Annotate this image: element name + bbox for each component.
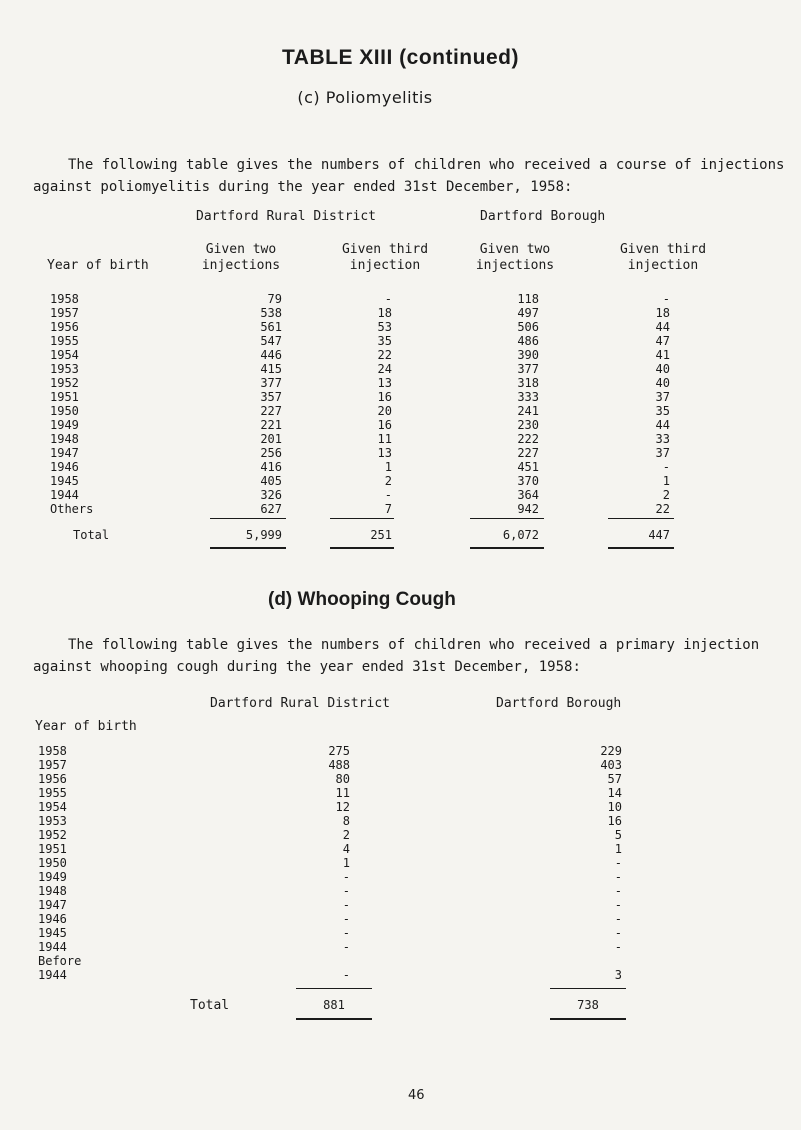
polio-rural-two-cell: 416	[260, 460, 282, 474]
whooping-year-cell: 1955	[38, 786, 67, 800]
whooping-year-cell: 1945	[38, 926, 67, 940]
whooping-rule-rural-top	[296, 988, 372, 989]
polio-rural-third-cell: 22	[377, 348, 392, 362]
polio-year-cell: 1954	[50, 348, 79, 362]
whooping-year-cell: 1951	[38, 842, 67, 856]
polio-borough-third-cell: -	[662, 292, 670, 306]
whooping-rural-cell: 8	[342, 814, 350, 828]
whooping-year-cell: 1950	[38, 856, 67, 870]
polio-rural-third-cell: -	[384, 292, 392, 306]
section-d-title: (d) Whooping Cough	[268, 589, 456, 610]
polio-rural-two-cell: 561	[260, 320, 282, 334]
whooping-year-cell: 1944	[38, 940, 67, 954]
whooping-year-cell: Before	[38, 954, 82, 968]
polio-year-cell: 1951	[50, 390, 79, 404]
polio-borough-third-column	[598, 292, 670, 516]
polio-borough-two-cell: 942	[517, 502, 539, 516]
whooping-borough-cell: -	[614, 856, 622, 870]
polio-rural-third-column	[320, 292, 392, 516]
whooping-borough-cell: 5	[614, 828, 622, 842]
whooping-borough-column	[552, 744, 622, 982]
polio-col-year: Year of birth	[47, 258, 149, 273]
section-c-title: (c) Poliomyelitis	[297, 88, 433, 107]
polio-rural-third-cell: 13	[377, 376, 392, 390]
polio-col-rural-two-1: Given two	[205, 242, 277, 257]
whooping-borough-cell: -	[614, 926, 622, 940]
whooping-borough-cell: -	[614, 870, 622, 884]
whooping-borough-cell: 57	[607, 772, 622, 786]
whooping-year-cell: 1952	[38, 828, 67, 842]
table-title: TABLE XIII (continued)	[282, 46, 519, 69]
polio-rural-two-cell: 221	[260, 418, 282, 432]
whooping-rural-cell: -	[342, 926, 350, 940]
polio-rural-two-cell: 538	[260, 306, 282, 320]
whooping-rural-cell: 488	[328, 758, 350, 772]
whooping-borough-cell: -	[614, 912, 622, 926]
whooping-year-cell: 1957	[38, 758, 67, 772]
polio-rural-two-cell: 326	[260, 488, 282, 502]
polio-rural-third-cell: 20	[377, 404, 392, 418]
polio-rural-two-cell: 405	[260, 474, 282, 488]
polio-borough-third-cell: 2	[662, 488, 670, 502]
polio-rule-borough-third-top	[608, 518, 674, 519]
polio-borough-two-cell: 451	[517, 460, 539, 474]
polio-col-rural-third-2: injection	[349, 258, 421, 273]
polio-borough-third-cell: 44	[655, 320, 670, 334]
polio-borough-two-cell: 333	[517, 390, 539, 404]
whooping-year-cell: 1956	[38, 772, 67, 786]
polio-rule-rural-two-top	[210, 518, 286, 519]
polio-year-cell: 1945	[50, 474, 79, 488]
whooping-rural-cell: -	[342, 912, 350, 926]
polio-borough-third-cell: 18	[655, 306, 670, 320]
polio-borough-third-cell: 35	[655, 404, 670, 418]
polio-rural-two-cell: 627	[260, 502, 282, 516]
polio-rural-two-cell: 201	[260, 432, 282, 446]
polio-total-borough-two: 6,072	[502, 528, 539, 542]
polio-borough-two-cell: 497	[517, 306, 539, 320]
polio-rural-third-cell: 7	[384, 502, 392, 516]
whooping-year-cell: 1947	[38, 898, 67, 912]
polio-borough-two-cell: 390	[517, 348, 539, 362]
whooping-col-year: Year of birth	[35, 719, 137, 734]
polio-year-cell: 1950	[50, 404, 79, 418]
polio-group-borough: Dartford Borough	[480, 209, 606, 224]
whooping-group-borough: Dartford Borough	[496, 696, 622, 711]
polio-col-borough-two-2: injections	[475, 258, 555, 273]
whooping-total-borough: 738	[577, 998, 599, 1012]
polio-borough-third-cell: 40	[655, 376, 670, 390]
whooping-year-cell: 1948	[38, 884, 67, 898]
whooping-year-cell: 1946	[38, 912, 67, 926]
whooping-rural-cell: 11	[335, 786, 350, 800]
polio-col-rural-third-1: Given third	[341, 242, 429, 257]
polio-rural-third-cell: 35	[377, 334, 392, 348]
whooping-year-cell: 1944	[38, 968, 67, 982]
polio-intro-line-1: The following table gives the numbers of children who received a course of injections	[68, 157, 785, 173]
whooping-rural-cell: -	[342, 884, 350, 898]
whooping-rural-cell: 2	[342, 828, 350, 842]
whooping-year-cell: 1949	[38, 870, 67, 884]
whooping-rural-column	[280, 744, 350, 982]
polio-year-cell: 1944	[50, 488, 79, 502]
polio-rule-borough-two-bottom	[470, 547, 544, 549]
polio-intro-line-2: against poliomyelitis during the year ended 31st December, 1958:	[33, 179, 573, 195]
whooping-borough-cell: -	[614, 940, 622, 954]
whooping-rural-cell: 80	[335, 772, 350, 786]
polio-year-cell: 1949	[50, 418, 79, 432]
page-number: 46	[408, 1088, 425, 1103]
whooping-year-cell: 1954	[38, 800, 67, 814]
polio-year-cell: 1952	[50, 376, 79, 390]
polio-rural-two-cell: 256	[260, 446, 282, 460]
polio-rule-rural-two-bottom	[210, 547, 286, 549]
polio-year-cell: 1957	[50, 306, 79, 320]
polio-borough-two-cell: 230	[517, 418, 539, 432]
whooping-rural-cell: 1	[342, 856, 350, 870]
whooping-borough-cell: 16	[607, 814, 622, 828]
whooping-rural-cell: -	[342, 870, 350, 884]
polio-rural-two-cell: 79	[267, 292, 282, 306]
whooping-rule-borough-top	[550, 988, 626, 989]
polio-rural-two-column	[210, 292, 282, 516]
whooping-borough-cell: -	[614, 884, 622, 898]
polio-borough-third-cell: 1	[662, 474, 670, 488]
polio-year-cell: 1956	[50, 320, 79, 334]
polio-total-label: Total	[73, 528, 110, 542]
whooping-intro-line-1: The following table gives the numbers of children who received a primary injection	[68, 637, 760, 653]
whooping-rural-cell: -	[342, 968, 350, 982]
polio-rule-rural-third-bottom	[330, 547, 394, 549]
polio-rural-third-cell: 11	[377, 432, 392, 446]
whooping-rule-rural-bottom	[296, 1018, 372, 1020]
polio-rule-borough-two-top	[470, 518, 544, 519]
polio-rural-third-cell: 53	[377, 320, 392, 334]
polio-borough-two-cell: 241	[517, 404, 539, 418]
whooping-borough-cell: -	[614, 898, 622, 912]
whooping-borough-cell: 10	[607, 800, 622, 814]
whooping-borough-cell: 229	[600, 744, 622, 758]
polio-borough-third-cell: -	[662, 460, 670, 474]
polio-borough-third-cell: 40	[655, 362, 670, 376]
whooping-years-column	[38, 744, 118, 982]
whooping-borough-cell	[552, 954, 622, 968]
whooping-borough-cell: 403	[600, 758, 622, 772]
whooping-group-rural: Dartford Rural District	[210, 696, 391, 711]
whooping-year-cell: 1953	[38, 814, 67, 828]
polio-rural-third-cell: 24	[377, 362, 392, 376]
polio-group-rural: Dartford Rural District	[196, 209, 377, 224]
polio-year-cell: Others	[50, 502, 94, 516]
polio-total-borough-third: 447	[648, 528, 670, 542]
polio-borough-third-cell: 41	[655, 348, 670, 362]
whooping-total-label: Total	[190, 998, 230, 1013]
whooping-year-cell: 1958	[38, 744, 67, 758]
polio-borough-two-cell: 377	[517, 362, 539, 376]
polio-borough-two-cell: 118	[517, 292, 539, 306]
polio-borough-two-cell: 486	[517, 334, 539, 348]
polio-borough-two-cell: 370	[517, 474, 539, 488]
polio-rural-third-cell: 16	[377, 418, 392, 432]
polio-rural-two-cell: 357	[260, 390, 282, 404]
whooping-borough-cell: 3	[614, 968, 622, 982]
polio-borough-two-column	[467, 292, 539, 516]
polio-borough-third-cell: 47	[655, 334, 670, 348]
whooping-rural-cell: -	[342, 940, 350, 954]
polio-rural-third-cell: -	[384, 488, 392, 502]
polio-year-cell: 1948	[50, 432, 79, 446]
polio-col-borough-third-2: injection	[627, 258, 699, 273]
polio-rural-two-cell: 446	[260, 348, 282, 362]
polio-col-rural-two-2: injections	[201, 258, 281, 273]
polio-rule-rural-third-top	[330, 518, 394, 519]
polio-total-rural-third: 251	[370, 528, 392, 542]
whooping-rural-cell: 12	[335, 800, 350, 814]
polio-rural-two-cell: 227	[260, 404, 282, 418]
whooping-total-rural: 881	[323, 998, 345, 1012]
polio-year-cell: 1947	[50, 446, 79, 460]
polio-borough-third-cell: 44	[655, 418, 670, 432]
polio-total-rural-two: 5,999	[245, 528, 282, 542]
polio-rural-third-cell: 1	[384, 460, 392, 474]
polio-col-borough-third-1: Given third	[619, 242, 707, 257]
polio-borough-third-cell: 37	[655, 446, 670, 460]
polio-rural-two-cell: 415	[260, 362, 282, 376]
whooping-rule-borough-bottom	[550, 1018, 626, 1020]
whooping-intro-line-2: against whooping cough during the year ended 31st December, 1958:	[33, 659, 581, 675]
polio-rural-third-cell: 13	[377, 446, 392, 460]
polio-year-cell: 1953	[50, 362, 79, 376]
whooping-borough-cell: 14	[607, 786, 622, 800]
whooping-borough-cell: 1	[614, 842, 622, 856]
polio-borough-two-cell: 227	[517, 446, 539, 460]
polio-borough-two-cell: 318	[517, 376, 539, 390]
polio-rural-third-cell: 16	[377, 390, 392, 404]
polio-rural-two-cell: 547	[260, 334, 282, 348]
polio-rural-two-cell: 377	[260, 376, 282, 390]
whooping-rural-cell: -	[342, 898, 350, 912]
whooping-rural-cell	[280, 954, 350, 968]
polio-rural-third-cell: 2	[384, 474, 392, 488]
whooping-rural-cell: 275	[328, 744, 350, 758]
polio-borough-two-cell: 222	[517, 432, 539, 446]
polio-year-cell: 1946	[50, 460, 79, 474]
polio-year-cell: 1955	[50, 334, 79, 348]
polio-rule-borough-third-bottom	[608, 547, 674, 549]
polio-rural-third-cell: 18	[377, 306, 392, 320]
polio-borough-two-cell: 506	[517, 320, 539, 334]
polio-borough-third-cell: 33	[655, 432, 670, 446]
polio-years-column	[50, 292, 130, 516]
polio-borough-third-cell: 37	[655, 390, 670, 404]
polio-year-cell: 1958	[50, 292, 79, 306]
polio-borough-two-cell: 364	[517, 488, 539, 502]
whooping-rural-cell: 4	[342, 842, 350, 856]
polio-col-borough-two-1: Given two	[479, 242, 551, 257]
polio-borough-third-cell: 22	[655, 502, 670, 516]
